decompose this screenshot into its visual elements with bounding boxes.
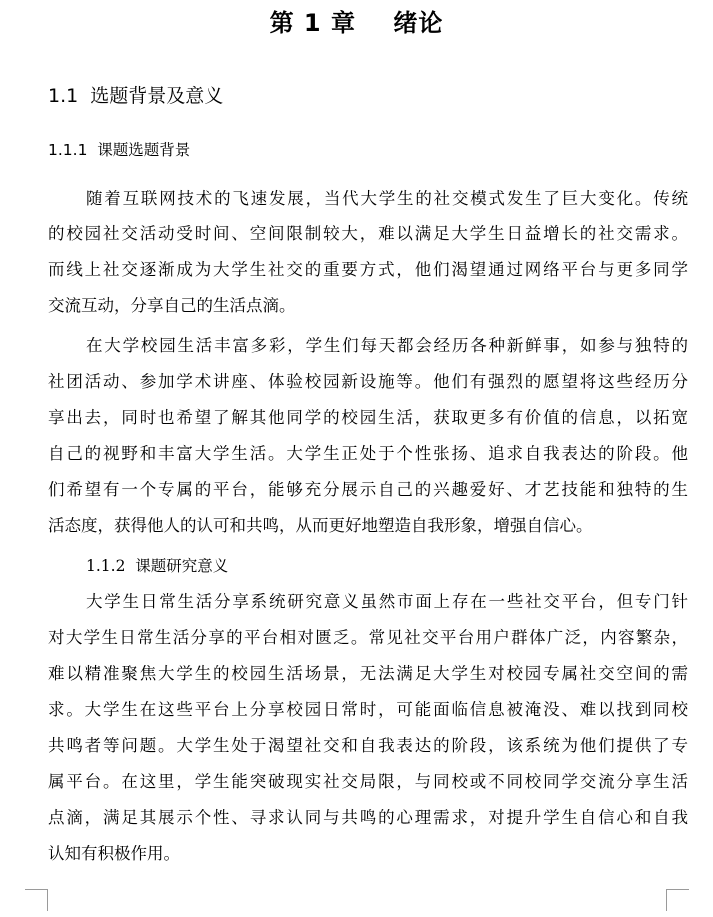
crop-mark-left — [25, 889, 48, 911]
paragraph-line: 的校园社交活动受时间、空间限制较大，难以满足大学生日益增长的社交需求。 — [48, 224, 688, 243]
paragraph-line: 享出去，同时也希望了解其他同学的校园生活，获取更多有价值的信息，以拓宽 — [48, 408, 688, 427]
paragraph-line: 社团活动、参加学术讲座、体验校园新设施等。他们有强烈的愿望将这些经历分 — [48, 372, 688, 391]
subsection-heading-significance: 1.1.2 课题研究意义 — [86, 557, 229, 575]
paragraph-line: 难以精准聚焦大学生的校园生活场景，无法满足大学生对校园专属社交空间的需 — [48, 664, 688, 683]
paragraph-line: 而线上社交逐渐成为大学生社交的重要方式，他们渴望通过网络平台与更多同学 — [48, 260, 688, 279]
paragraph-line: 对大学生日常生活分享的平台相对匮乏。常见社交平台用户群体广泛，内容繁杂， — [48, 628, 688, 647]
crop-mark-right-horizontal — [666, 889, 689, 890]
paragraph-line: 活态度，获得他人的认可和共鸣，从而更好地塑造自我形象，增强自信心。 — [48, 516, 593, 535]
paragraph-line: 们希望有一个专属的平台，能够充分展示自己的兴趣爱好、才艺技能和独特的生 — [48, 480, 688, 499]
subsection-heading-background: 1.1.1 课题选题背景 — [48, 141, 191, 159]
paragraph-line: 大学生日常生活分享系统研究意义虽然市面上存在一些社交平台，但专门针 — [86, 592, 688, 611]
crop-mark-right — [666, 889, 689, 911]
paragraph-line: 随着互联网技术的飞速发展，当代大学生的社交模式发生了巨大变化。传统 — [86, 189, 688, 208]
crop-mark-left-horizontal — [25, 889, 48, 890]
paragraph-line: 属平台。在这里，学生能突破现实社交局限，与同校或不同校同学交流分享生活 — [48, 772, 688, 791]
chapter-title: 第 1 章 绪论 — [269, 9, 444, 37]
paragraph-line: 在大学校园生活丰富多彩，学生们每天都会经历各种新鲜事，如参与独特的 — [86, 336, 688, 355]
paragraph-line: 自己的视野和丰富大学生活。大学生正处于个性张扬、追求自我表达的阶段。他 — [48, 444, 688, 463]
paragraph-line: 共鸣者等问题。大学生处于渴望社交和自我表达的阶段，该系统为他们提供了专 — [48, 736, 688, 755]
paragraph-line: 点滴，满足其展示个性、寻求认同与共鸣的心理需求，对提升学生自信心和自我 — [48, 808, 688, 827]
section-heading: 1.1 选题背景及意义 — [48, 85, 224, 107]
paragraph-line: 求。大学生在这些平台上分享校园日常时，可能面临信息被淹没、难以找到同校 — [48, 700, 688, 719]
paragraph-line: 认知有积极作用。 — [48, 844, 180, 863]
paragraph-line: 交流互动，分享自己的生活点滴。 — [48, 296, 296, 315]
